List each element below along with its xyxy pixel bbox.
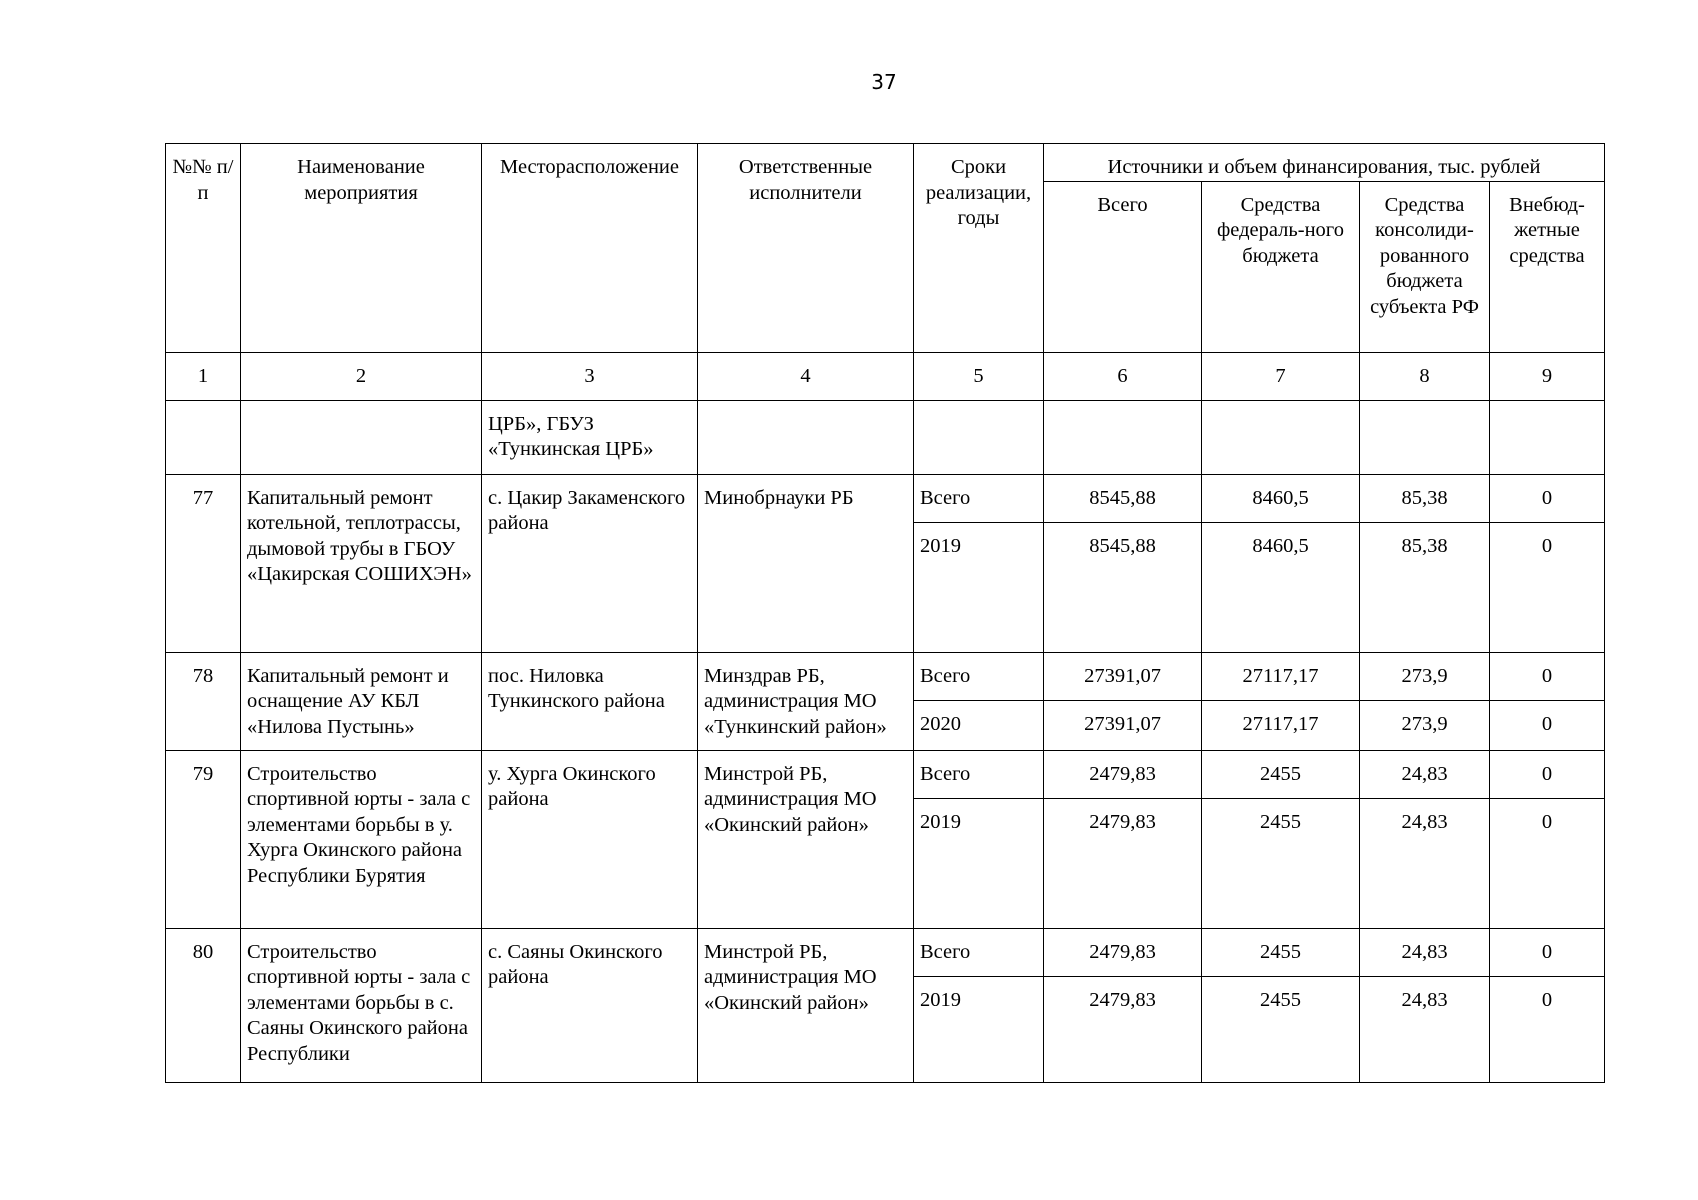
header-terms: Сроки реализации, годы	[914, 144, 1044, 353]
consolidated-cell: 273,9	[1360, 652, 1490, 700]
federal-cell: 27117,17	[1202, 700, 1360, 750]
financing-table	[165, 143, 1605, 1083]
column-number: 7	[1202, 352, 1360, 400]
row-number: 78	[166, 652, 241, 750]
table-row	[166, 652, 1605, 700]
table-row	[166, 474, 1605, 522]
total-cell: 2479,83	[1044, 750, 1202, 798]
header-num: №№ п/п	[166, 144, 241, 353]
empty-cell	[914, 400, 1044, 474]
empty-cell	[166, 400, 241, 474]
term-cell: 2019	[914, 522, 1044, 652]
header-row-top	[166, 144, 1605, 182]
offbudget-cell: 0	[1490, 700, 1605, 750]
header-consolidated: Средства консолиди-рованного бюджета субъекта РФ	[1360, 181, 1490, 352]
event-name: Капитальный ремонт и оснащение АУ КБЛ «Нилова Пустынь»	[241, 652, 482, 750]
federal-cell: 2455	[1202, 928, 1360, 976]
consolidated-cell: 85,38	[1360, 474, 1490, 522]
responsible-cell: Минстрой РБ, администрация МО «Окинский район»	[698, 750, 914, 928]
column-number: 3	[482, 352, 698, 400]
table-row	[166, 750, 1605, 798]
column-number: 1	[166, 352, 241, 400]
event-name: Капитальный ремонт котельной, теплотрассы, дымовой трубы в ГБОУ «Цакирская СОШИХЭН»	[241, 474, 482, 652]
column-number: 5	[914, 352, 1044, 400]
empty-cell	[1360, 400, 1490, 474]
column-number: 6	[1044, 352, 1202, 400]
responsible-cell: Минобрнауки РБ	[698, 474, 914, 652]
header-responsible: Ответственные исполнители	[698, 144, 914, 353]
term-cell: 2019	[914, 976, 1044, 1082]
total-cell: 2479,83	[1044, 928, 1202, 976]
header-name: Наименование мероприятия	[241, 144, 482, 353]
consolidated-cell: 24,83	[1360, 750, 1490, 798]
offbudget-cell: 0	[1490, 474, 1605, 522]
federal-cell: 2455	[1202, 976, 1360, 1082]
consolidated-cell: 24,83	[1360, 928, 1490, 976]
responsible-cell: Минстрой РБ, администрация МО «Окинский район»	[698, 928, 914, 1082]
column-number: 4	[698, 352, 914, 400]
location-cell: с. Цакир Закаменского района	[482, 474, 698, 652]
column-number-row	[166, 352, 1605, 400]
header-location: Месторасположение	[482, 144, 698, 353]
row-number: 77	[166, 474, 241, 652]
total-cell: 2479,83	[1044, 976, 1202, 1082]
event-name: Строительство спортивной юрты - зала с элементами борьбы в с. Саяны Окинского района Республики	[241, 928, 482, 1082]
federal-cell: 2455	[1202, 798, 1360, 928]
consolidated-cell: 273,9	[1360, 700, 1490, 750]
column-number: 2	[241, 352, 482, 400]
term-cell: 2020	[914, 700, 1044, 750]
federal-cell: 8460,5	[1202, 522, 1360, 652]
header-total: Всего	[1044, 181, 1202, 352]
total-cell: 2479,83	[1044, 798, 1202, 928]
column-number: 9	[1490, 352, 1605, 400]
term-cell: Всего	[914, 750, 1044, 798]
column-number: 8	[1360, 352, 1490, 400]
federal-cell: 8460,5	[1202, 474, 1360, 522]
term-cell: Всего	[914, 652, 1044, 700]
header-federal: Средства федераль-ного бюджета	[1202, 181, 1360, 352]
consolidated-cell: 24,83	[1360, 976, 1490, 1082]
header-offbudget: Внебюд-жетные средства	[1490, 181, 1605, 352]
total-cell: 8545,88	[1044, 474, 1202, 522]
responsible-cell: Минздрав РБ, администрация МО «Тункинский район»	[698, 652, 914, 750]
empty-cell	[1202, 400, 1360, 474]
term-cell: Всего	[914, 928, 1044, 976]
offbudget-cell: 0	[1490, 652, 1605, 700]
total-cell: 27391,07	[1044, 700, 1202, 750]
location-cell: у. Хурга Окинского района	[482, 750, 698, 928]
federal-cell: 2455	[1202, 750, 1360, 798]
federal-cell: 27117,17	[1202, 652, 1360, 700]
location-cell: с. Саяны Окинского района	[482, 928, 698, 1082]
row-number: 79	[166, 750, 241, 928]
term-cell: 2019	[914, 798, 1044, 928]
empty-cell	[1490, 400, 1605, 474]
table-row	[166, 928, 1605, 976]
consolidated-cell: 24,83	[1360, 798, 1490, 928]
term-cell: Всего	[914, 474, 1044, 522]
page-number: 37	[871, 70, 897, 94]
offbudget-cell: 0	[1490, 928, 1605, 976]
offbudget-cell: 0	[1490, 798, 1605, 928]
continuation-row	[166, 400, 1605, 474]
empty-cell	[241, 400, 482, 474]
offbudget-cell: 0	[1490, 522, 1605, 652]
empty-cell	[1044, 400, 1202, 474]
header-sources: Источники и объем финансирования, тыс. рублей	[1044, 144, 1605, 182]
consolidated-cell: 85,38	[1360, 522, 1490, 652]
row-number: 80	[166, 928, 241, 1082]
location-cell: ЦРБ», ГБУЗ «Тункинская ЦРБ»	[482, 400, 698, 474]
event-name: Строительство спортивной юрты - зала с элементами борьбы в у. Хурга Окинского района Республики Бурятия	[241, 750, 482, 928]
offbudget-cell: 0	[1490, 976, 1605, 1082]
total-cell: 27391,07	[1044, 652, 1202, 700]
location-cell: пос. Ниловка Тункинского района	[482, 652, 698, 750]
empty-cell	[698, 400, 914, 474]
offbudget-cell: 0	[1490, 750, 1605, 798]
total-cell: 8545,88	[1044, 522, 1202, 652]
